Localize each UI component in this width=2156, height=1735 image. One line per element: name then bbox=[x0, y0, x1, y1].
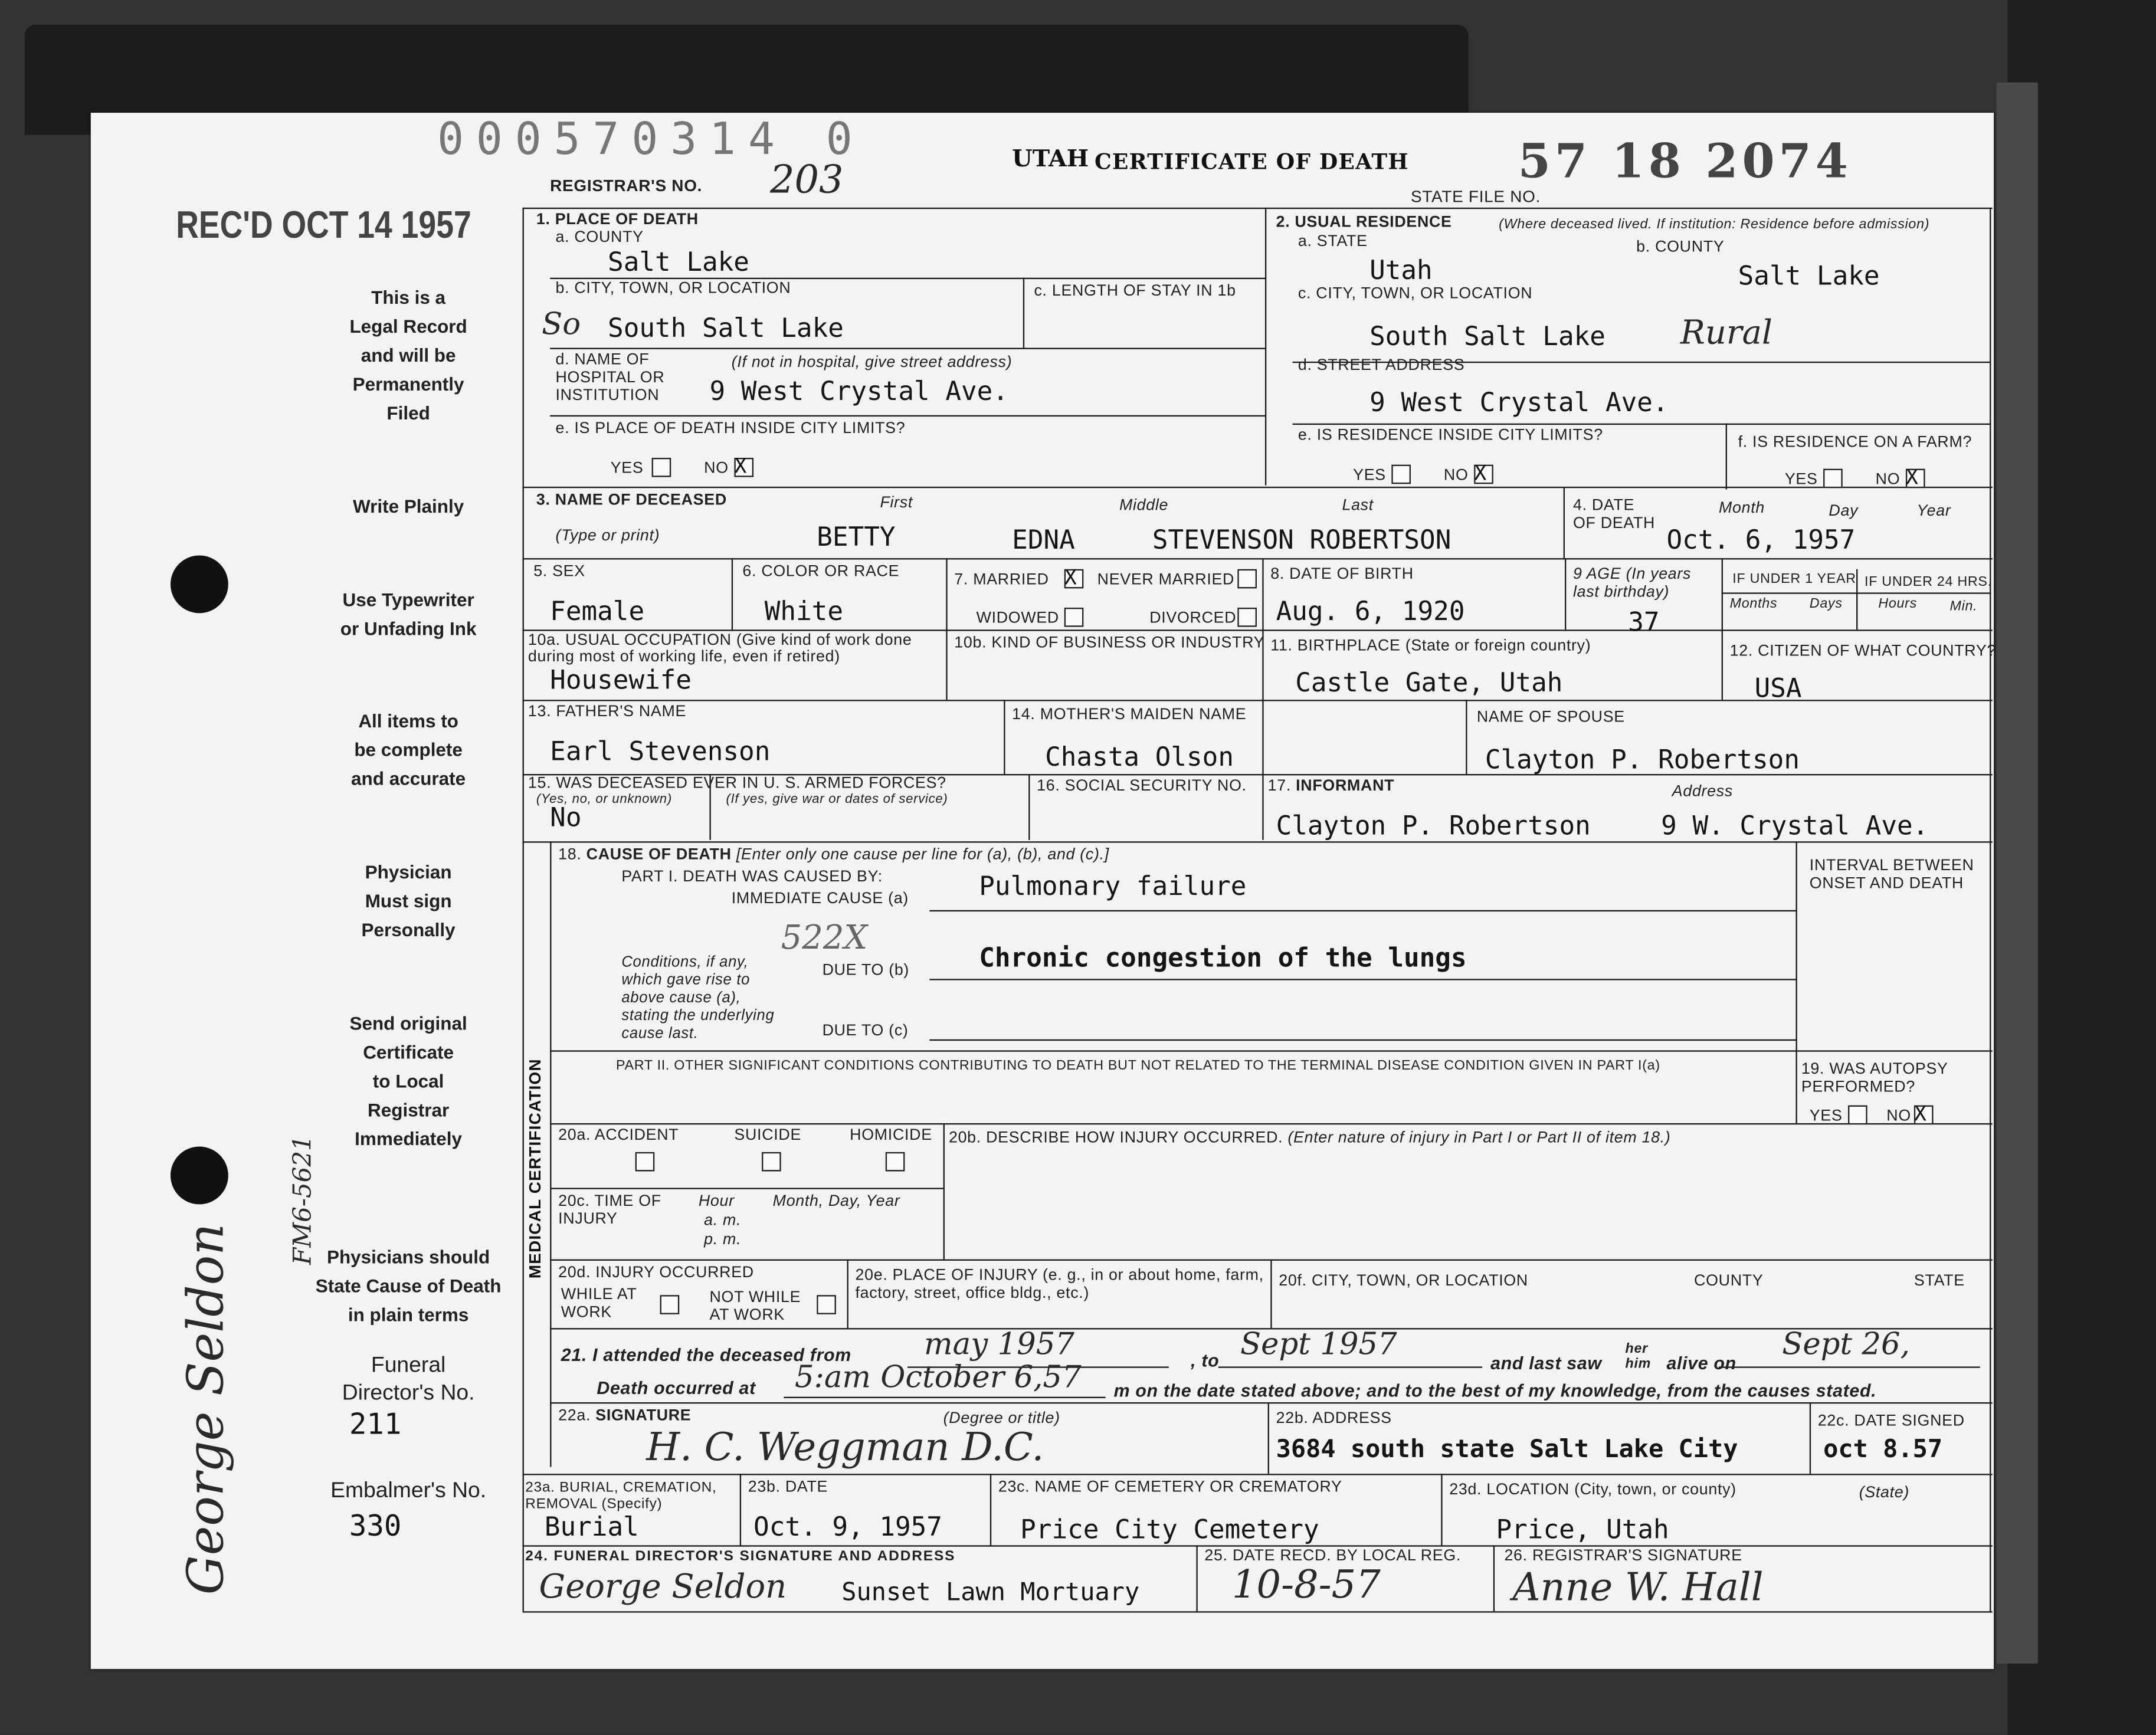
spouse-label: NAME OF SPOUSE bbox=[1476, 709, 1625, 726]
informant-value: Clayton P. Robertson bbox=[1276, 811, 1591, 842]
funeral-director-number: 211 bbox=[349, 1408, 402, 1441]
widowed-checkbox[interactable] bbox=[1064, 608, 1084, 627]
registrar-no: 203 bbox=[770, 156, 844, 202]
married-checkbox[interactable] bbox=[1064, 569, 1084, 589]
conditions-note: Conditions, if any, which gave rise to above cause (a), stating the underlying cause last. bbox=[621, 954, 775, 1042]
alive-date: Sept 26, bbox=[1782, 1328, 1910, 1363]
homicide-label: HOMICIDE bbox=[850, 1127, 932, 1144]
hospital-label: d. NAME OF HOSPITAL OR INSTITUTION bbox=[555, 352, 665, 405]
deceased-first-name: BETTY bbox=[817, 522, 896, 553]
due-to-c-label: DUE TO (c) bbox=[822, 1022, 909, 1039]
occupation-value: Housewife bbox=[550, 665, 692, 696]
embalmer-number: 330 bbox=[349, 1509, 402, 1543]
suicide-checkbox[interactable] bbox=[762, 1152, 781, 1172]
residence-city-limits-no-checkbox[interactable] bbox=[1474, 465, 1493, 484]
sex-value: Female bbox=[550, 596, 645, 627]
last-saw-text: and last saw bbox=[1490, 1353, 1602, 1374]
hour-label: Hour bbox=[698, 1193, 735, 1210]
farm-no-label: NO bbox=[1875, 471, 1901, 488]
funeral-director-signature-label: 24. FUNERAL DIRECTOR'S SIGNATURE AND ADDRESS bbox=[525, 1548, 956, 1565]
binder-strip bbox=[1997, 83, 2038, 1664]
burial-type-value: Burial bbox=[544, 1512, 639, 1543]
injury-county-label: COUNTY bbox=[1694, 1272, 1764, 1290]
farm-label: f. IS RESIDENCE ON A FARM? bbox=[1738, 434, 1972, 451]
burial-date-value: Oct. 9, 1957 bbox=[753, 1512, 942, 1543]
attended-text: 21. I attended the deceased from bbox=[561, 1344, 851, 1366]
registrar-signature-label: 26. REGISTRAR'S SIGNATURE bbox=[1504, 1548, 1742, 1565]
physician-signature: H. C. Weggman D.C. bbox=[646, 1424, 1044, 1470]
state-file-number: 57 18 2074 bbox=[1518, 135, 1852, 190]
registrar-signature: Anne W. Hall bbox=[1512, 1564, 1764, 1610]
degree-label: (Degree or title) bbox=[943, 1410, 1060, 1427]
embalmer-label: Embalmer's No. bbox=[330, 1479, 487, 1503]
residence-label: 2. USUAL RESIDENCE bbox=[1276, 214, 1452, 231]
month-label: Month bbox=[1719, 500, 1765, 517]
place-of-injury-label: 20e. PLACE OF INJURY (e. g., in or about home, farm, factory, street, office bldg., etc.) bbox=[855, 1267, 1264, 1302]
while-at-work-checkbox[interactable] bbox=[660, 1295, 680, 1314]
death-city-limits-no-label: NO bbox=[704, 460, 729, 477]
autopsy-yes-checkbox[interactable] bbox=[1848, 1106, 1867, 1125]
accident-label: 20a. ACCIDENT bbox=[558, 1127, 679, 1144]
date-signed-label: 22c. DATE SIGNED bbox=[1817, 1413, 1965, 1430]
informant-address-label: Address bbox=[1672, 783, 1733, 801]
birth-date-value: Aug. 6, 1920 bbox=[1276, 596, 1465, 627]
immediate-cause-label: IMMEDIATE CAUSE (a) bbox=[731, 891, 909, 908]
birth-date-label: 8. DATE OF BIRTH bbox=[1270, 566, 1414, 583]
last-name-label: Last bbox=[1342, 497, 1374, 514]
race-value: White bbox=[764, 596, 844, 627]
attended-to-text: , to bbox=[1191, 1350, 1220, 1371]
residence-yes-label: YES bbox=[1353, 467, 1386, 484]
farm-yes-checkbox[interactable] bbox=[1823, 469, 1843, 488]
residence-city-limits-label: e. IS RESIDENCE INSIDE CITY LIMITS? bbox=[1297, 427, 1603, 444]
received-stamp: REC'D OCT 14 1957 bbox=[176, 203, 471, 247]
burial-type-label: 23a. BURIAL, CREMATION, REMOVAL (Specify) bbox=[525, 1479, 717, 1513]
divorced-checkbox[interactable] bbox=[1237, 608, 1257, 627]
place-city-mark: So bbox=[542, 308, 581, 343]
date-signed-value: oct 8.57 bbox=[1823, 1435, 1943, 1464]
under-24-hours-label: IF UNDER 24 HRS. bbox=[1865, 575, 1992, 590]
months-label: Months bbox=[1729, 596, 1778, 612]
funeral-director-label: Funeral Director's No. bbox=[342, 1354, 475, 1405]
homicide-checkbox[interactable] bbox=[886, 1152, 905, 1172]
citizen-label: 12. CITIZEN OF WHAT COUNTRY? bbox=[1729, 643, 1997, 660]
residence-county-value: Salt Lake bbox=[1738, 261, 1880, 292]
time-of-injury-label: 20c. TIME OF INJURY bbox=[558, 1193, 661, 1228]
sidebar-complete-note: All items to be complete and accurate bbox=[351, 710, 466, 789]
death-city-limits-yes-checkbox[interactable] bbox=[652, 458, 671, 477]
injury-description-label: 20b. DESCRIBE HOW INJURY OCCURRED. (Enter nature of injury in Part I or Part II of item 18.) bbox=[948, 1130, 1671, 1147]
punch-hole-top bbox=[171, 555, 228, 613]
death-occurred-time: 5:am October 6,57 bbox=[794, 1361, 1082, 1396]
attended-from: may 1957 bbox=[924, 1328, 1074, 1363]
residence-city-value: South Salt Lake bbox=[1369, 322, 1605, 352]
injury-occurred-label: 20d. INJURY OCCURRED bbox=[558, 1264, 754, 1281]
cause-of-death-label: 18. CAUSE OF DEATH [Enter only one cause per line for (a), (b), and (c).] bbox=[558, 847, 1109, 864]
death-city-limits-no-checkbox[interactable] bbox=[734, 458, 753, 477]
sex-label: 5. SEX bbox=[533, 563, 585, 580]
funeral-director-address: Sunset Lawn Mortuary bbox=[841, 1578, 1140, 1608]
county-label: a. COUNTY bbox=[555, 229, 644, 247]
informant-address-value: 9 W. Crystal Ave. bbox=[1661, 811, 1929, 842]
cemetery-label: 23c. NAME OF CEMETERY OR CREMATORY bbox=[998, 1479, 1342, 1496]
cause-code: 522X bbox=[781, 918, 868, 957]
armed-forces-sub: (Yes, no, or unknown) bbox=[536, 792, 672, 807]
due-to-b-value: Chronic congestion of the lungs bbox=[979, 943, 1467, 973]
pm-label: p. m. bbox=[704, 1232, 742, 1249]
business-label: 10b. KIND OF BUSINESS OR INDUSTRY bbox=[954, 635, 1265, 652]
hospital-note: (If not in hospital, give street address) bbox=[731, 355, 1013, 372]
while-at-work-label: WHILE AT WORK bbox=[561, 1287, 637, 1321]
day-label: Day bbox=[1829, 503, 1859, 520]
divorced-label: DIVORCED bbox=[1149, 610, 1237, 627]
residence-street-label: d. STREET ADDRESS bbox=[1297, 357, 1465, 374]
residence-no-label: NO bbox=[1443, 467, 1469, 484]
farm-no-checkbox[interactable] bbox=[1906, 469, 1925, 488]
never-married-checkbox[interactable] bbox=[1237, 569, 1257, 589]
registrar-no-label: REGISTRAR'S NO. bbox=[550, 176, 703, 195]
place-of-death-label: 1. PLACE OF DEATH bbox=[536, 211, 699, 228]
am-label: a. m. bbox=[704, 1212, 742, 1229]
part1-label: PART I. DEATH WAS CAUSED BY: bbox=[621, 868, 883, 885]
minutes-label: Min. bbox=[1949, 599, 1978, 615]
place-county-value: Salt Lake bbox=[608, 247, 749, 278]
vertical-signature: George Seldon bbox=[178, 1223, 235, 1595]
residence-note: (Where deceased lived. If institution: Residence before admission) bbox=[1499, 217, 1930, 232]
date-of-death-label: 4. DATE OF DEATH bbox=[1572, 497, 1656, 532]
punch-hole-bottom bbox=[171, 1147, 228, 1205]
injury-city-label: 20f. CITY, TOWN, OR LOCATION bbox=[1279, 1272, 1528, 1290]
not-while-at-work-checkbox[interactable] bbox=[817, 1295, 836, 1314]
funeral-director-signature: George Seldon bbox=[539, 1567, 787, 1606]
interval-label: INTERVAL BETWEEN ONSET AND DEATH bbox=[1809, 858, 1974, 893]
date-received-label: 25. DATE RECD. BY LOCAL REG. bbox=[1204, 1548, 1462, 1565]
injury-state-label: STATE bbox=[1913, 1272, 1965, 1290]
burial-location-label: 23d. LOCATION (City, town, or county) bbox=[1449, 1482, 1736, 1499]
deceased-name-sub: (Type or print) bbox=[555, 527, 660, 545]
physician-address: 3684 south state Salt Lake City bbox=[1276, 1435, 1738, 1464]
length-of-stay-label: c. LENGTH OF STAY IN 1b bbox=[1034, 283, 1236, 300]
never-married-label: NEVER MARRIED bbox=[1097, 572, 1235, 589]
armed-forces-sub2: (If yes, give war or dates of service) bbox=[726, 792, 948, 807]
accident-checkbox[interactable] bbox=[635, 1152, 655, 1172]
autopsy-no-checkbox[interactable] bbox=[1914, 1106, 1934, 1125]
autopsy-yes-label: YES bbox=[1809, 1108, 1843, 1125]
hospital-value: 9 West Crystal Ave. bbox=[709, 376, 1008, 407]
mother-label: 14. MOTHER'S MAIDEN NAME bbox=[1012, 706, 1247, 723]
alive-on-text: alive on bbox=[1666, 1353, 1736, 1374]
deceased-last-name: STEVENSON ROBERTSON bbox=[1152, 525, 1451, 556]
father-value: Earl Stevenson bbox=[550, 737, 771, 768]
death-city-limits-yes-label: YES bbox=[610, 460, 644, 477]
hours-label: Hours bbox=[1878, 596, 1918, 612]
month-day-year-label: Month, Day, Year bbox=[772, 1193, 900, 1210]
autopsy-label: 19. WAS AUTOPSY PERFORMED? bbox=[1801, 1061, 1948, 1096]
date-of-death-value: Oct. 6, 1957 bbox=[1666, 525, 1856, 556]
residence-county-label: b. COUNTY bbox=[1636, 239, 1725, 256]
attended-to: Sept 1957 bbox=[1240, 1328, 1397, 1363]
her-him-text: her him bbox=[1625, 1342, 1652, 1372]
ssn-label: 16. SOCIAL SECURITY NO. bbox=[1037, 778, 1247, 795]
widowed-label: WIDOWED bbox=[976, 610, 1059, 627]
state-file-label: STATE FILE NO. bbox=[1410, 186, 1541, 206]
sidebar-write-plainly: Write Plainly bbox=[353, 496, 464, 517]
middle-name-label: Middle bbox=[1119, 497, 1169, 514]
immediate-cause-value: Pulmonary failure bbox=[979, 871, 1247, 902]
birthplace-value: Castle Gate, Utah bbox=[1295, 668, 1563, 698]
residence-state-value: Utah bbox=[1369, 255, 1433, 286]
informant-label: 17. INFORMANT bbox=[1267, 778, 1395, 795]
armed-forces-value: No bbox=[550, 802, 582, 834]
medical-certification-label: MEDICAL CERTIFICATION bbox=[525, 1058, 545, 1279]
part2-label: PART II. OTHER SIGNIFICANT CONDITIONS CONTRIBUTING TO DEATH BUT NOT RELATED TO THE TERMINAL DISEASE CONDITION GIVEN IN PART I(a) bbox=[616, 1058, 1660, 1074]
burial-state-label: (State) bbox=[1859, 1484, 1910, 1501]
signature-label: 22a. SIGNATURE bbox=[558, 1408, 692, 1425]
age-label: 9 AGE (In years last birthday) bbox=[1572, 566, 1692, 601]
armed-forces-label: 15. WAS DECEASED EVER IN U. S. ARMED FORCES? bbox=[527, 775, 946, 792]
serial-number: 000570314 0 bbox=[437, 113, 865, 165]
deceased-name-label: 3. NAME OF DECEASED bbox=[536, 492, 727, 509]
age-value: 37 bbox=[1628, 608, 1660, 638]
residence-city-note: Rural bbox=[1680, 313, 1772, 352]
race-label: 6. COLOR OR RACE bbox=[742, 563, 900, 580]
certification-statement: m on the date stated above; and to the best of my knowledge, from the causes stated. bbox=[1113, 1380, 1877, 1401]
vertical-note: FM6-5621 bbox=[289, 1135, 318, 1265]
father-label: 13. FATHER'S NAME bbox=[527, 704, 687, 721]
death-city-limits-label: e. IS PLACE OF DEATH INSIDE CITY LIMITS? bbox=[555, 421, 906, 438]
cemetery-value: Price City Cemetery bbox=[1020, 1515, 1319, 1546]
residence-state-label: a. STATE bbox=[1297, 234, 1368, 251]
autopsy-no-label: NO bbox=[1886, 1108, 1911, 1125]
married-label: 7. MARRIED bbox=[954, 572, 1049, 589]
death-occurred-text: Death occurred at bbox=[597, 1377, 756, 1399]
sidebar-send-note: Send original Certificate to Local Registrar Immediately bbox=[349, 1013, 467, 1150]
city-label: b. CITY, TOWN, OR LOCATION bbox=[555, 280, 791, 297]
year-label: Year bbox=[1916, 503, 1951, 520]
residence-city-limits-yes-checkbox[interactable] bbox=[1391, 465, 1411, 484]
due-to-b-label: DUE TO (b) bbox=[822, 962, 910, 979]
mother-value: Chasta Olson bbox=[1045, 742, 1234, 773]
citizen-value: USA bbox=[1754, 673, 1802, 704]
place-city-value: South Salt Lake bbox=[608, 313, 844, 344]
date-received-value: 10-8-57 bbox=[1232, 1562, 1381, 1608]
not-while-at-work-label: NOT WHILE AT WORK bbox=[709, 1289, 801, 1324]
sidebar-legal-note: This is a Legal Record and will be Permanently Filed bbox=[349, 287, 467, 424]
title-state: UTAH bbox=[1012, 146, 1089, 173]
sidebar-physician-note: Physician Must sign Personally bbox=[361, 862, 456, 940]
burial-date-label: 23b. DATE bbox=[748, 1479, 828, 1496]
sidebar-typewriter-note: Use Typewriter or Unfading Ink bbox=[340, 589, 477, 639]
residence-city-label: c. CITY, TOWN, OR LOCATION bbox=[1297, 286, 1533, 303]
under-1-year-label: IF UNDER 1 YEAR bbox=[1732, 572, 1856, 588]
suicide-label: SUICIDE bbox=[734, 1127, 802, 1144]
deceased-middle-name: EDNA bbox=[1012, 525, 1075, 556]
days-label: Days bbox=[1809, 596, 1843, 612]
farm-yes-label: YES bbox=[1784, 471, 1818, 488]
sidebar-cause-note: Physicians should State Cause of Death in plain terms bbox=[315, 1247, 502, 1326]
residence-street-value: 9 West Crystal Ave. bbox=[1369, 388, 1669, 418]
certificate-title: CERTIFICATE OF DEATH bbox=[1094, 148, 1409, 175]
first-name-label: First bbox=[880, 494, 913, 511]
burial-location-value: Price, Utah bbox=[1496, 1515, 1669, 1546]
physician-address-label: 22b. ADDRESS bbox=[1276, 1410, 1392, 1427]
occupation-label: 10a. USUAL OCCUPATION (Give kind of work done during most of working life, even if retired) bbox=[527, 632, 912, 665]
birthplace-label: 11. BIRTHPLACE (State or foreign country) bbox=[1270, 638, 1591, 655]
spouse-value: Clayton P. Robertson bbox=[1485, 745, 1800, 776]
